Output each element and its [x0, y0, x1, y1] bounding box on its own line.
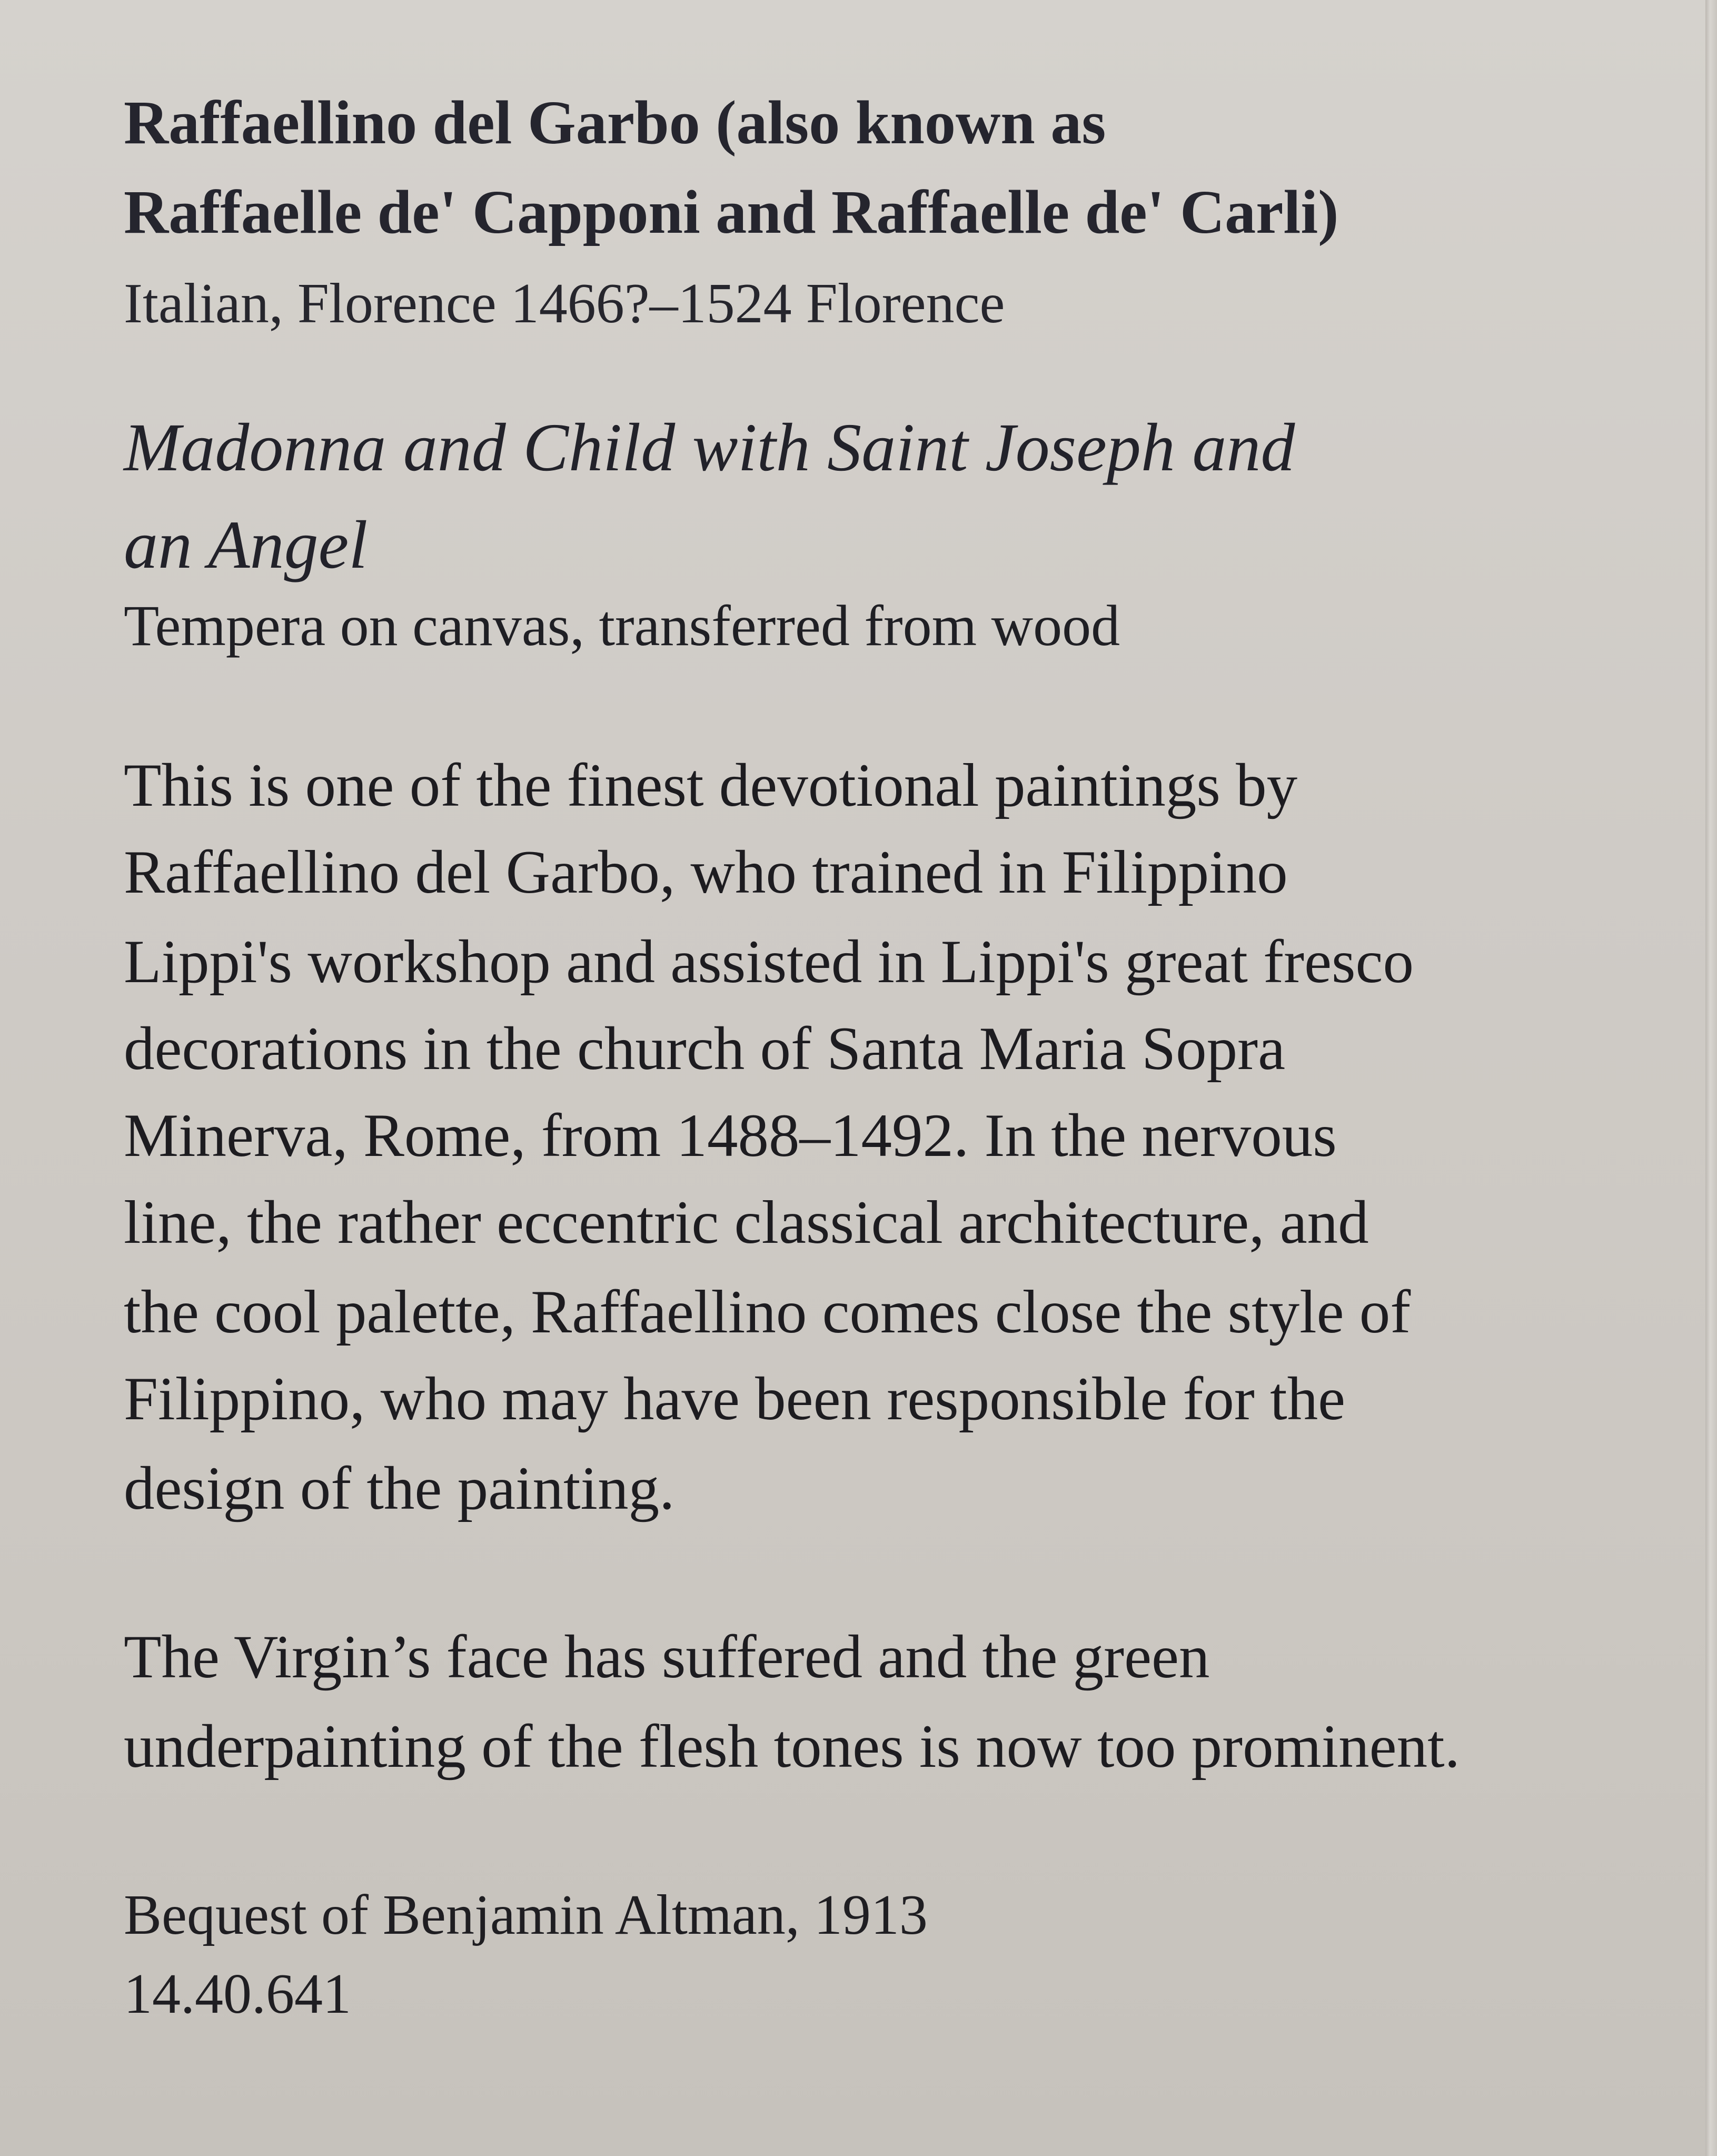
artwork-medium: Tempera on canvas, transferred from wood	[124, 594, 1120, 658]
description-line: design of the painting.	[124, 1455, 675, 1522]
condition-note-line: The Virgin’s face has suffered and the green	[124, 1623, 1210, 1691]
artwork-title-line-1: Madonna and Child with Saint Joseph and	[124, 410, 1295, 486]
description-line: the cool palette, Raffaellino comes close the style of	[124, 1278, 1411, 1346]
description-line: line, the rather eccentric classical architecture, and	[124, 1189, 1369, 1257]
description-line: This is one of the finest devotional paintings by	[124, 751, 1298, 819]
accession-number: 14.40.641	[124, 1963, 351, 2025]
description-line: Raffaellino del Garbo, who trained in Filippino	[124, 838, 1288, 906]
description-line: decorations in the church of Santa Maria Sopra	[124, 1015, 1286, 1083]
credit-line: Bequest of Benjamin Altman, 1913	[124, 1884, 928, 1946]
description-line: Lippi's workshop and assisted in Lippi's great fresco	[124, 928, 1414, 996]
artwork-title-line-2: an Angel	[124, 507, 368, 583]
artist-name-line-2: Raffaelle de' Capponi and Raffaelle de' Carli)	[124, 177, 1339, 246]
condition-note-line: underpainting of the flesh tones is now too prominent.	[124, 1713, 1460, 1781]
label-edge	[1705, 0, 1717, 2156]
description-line: Filippino, who may have been responsible for the	[124, 1365, 1346, 1433]
description-line: Minerva, Rome, from 1488–1492. In the nervous	[124, 1102, 1337, 1170]
artist-name-line-1: Raffaellino del Garbo (also known as	[124, 88, 1106, 157]
artist-nationality-dates: Italian, Florence 1466?–1524 Florence	[124, 272, 1005, 335]
